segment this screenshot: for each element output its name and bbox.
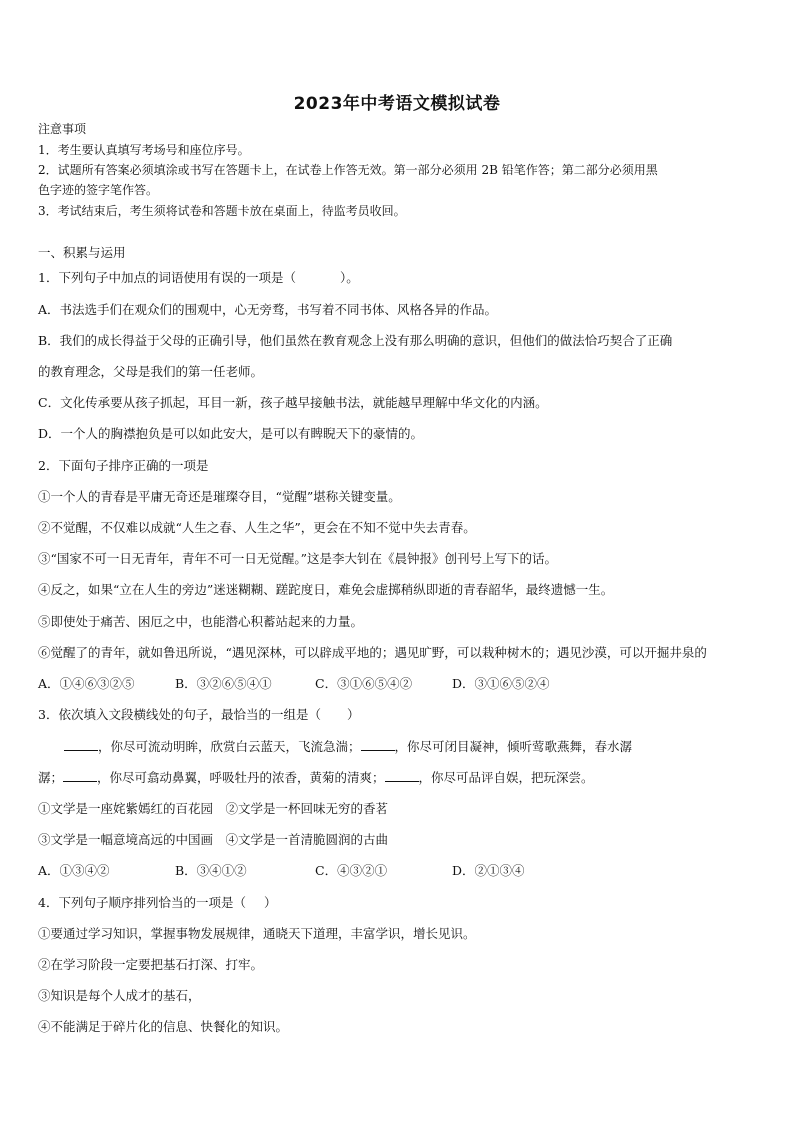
q2-choices bbox=[38, 676, 550, 692]
q1-stem-start: 1．下列句子中加点的词语使用有误的一项是（ bbox=[38, 270, 296, 285]
fill-blank bbox=[64, 739, 98, 751]
q2-choice-a: A．①④⑥③②⑤ bbox=[38, 676, 135, 691]
q2-sentence-3: ③“国家不可一日无青年，青年不可一日无觉醒。”这是李大钊在《晨钟报》创刊号上写下的话。 bbox=[38, 551, 558, 566]
q4-stem-end: ） bbox=[263, 895, 277, 910]
q3-passage-text: 潺； bbox=[38, 770, 64, 785]
q2-choice-b: B．③②⑥⑤④① bbox=[175, 676, 272, 691]
q4-sentence-2: ②在学习阶段一定要把基石打深、打牢。 bbox=[38, 957, 264, 972]
q4-sentence-3: ③知识是每个人成才的基石， bbox=[38, 988, 201, 1003]
q2-sentence-1: ①一个人的青春是平庸无奇还是璀璨夺目，“觉醒”堪称关键变量。 bbox=[38, 489, 401, 504]
q3-choice-d: D．②①③④ bbox=[452, 863, 525, 878]
q3-passage-text: ，你尽可品评自娱，把玩深尝。 bbox=[418, 770, 594, 785]
page-title: 2023年中考语文模拟试卷 bbox=[293, 94, 501, 114]
q2-sentence-4: ④反之，如果“立在人生的旁边”迷迷糊糊、蹉跎度日，难免会虚掷稍纵即逝的青春韶华，最终遗憾一生。 bbox=[38, 582, 614, 597]
question-3-stem bbox=[38, 707, 359, 723]
q3-choice-a: A．①③④② bbox=[38, 863, 110, 878]
q3-options-1-2: ①文学是一座姹紫嫣红的百花园 ②文学是一杯回味无穷的香茗 bbox=[38, 801, 389, 816]
q2-choice-c: C．③①⑥⑤④② bbox=[315, 676, 413, 691]
q3-passage-text: ，你尽可翕动鼻翼，呼吸牡丹的浓香，黄菊的清爽； bbox=[97, 770, 385, 785]
q2-choice-d: D．③①⑥⑤②④ bbox=[452, 676, 550, 691]
q3-choice-b: B．③④①② bbox=[175, 863, 247, 878]
notice-item: 色字迹的签字笔作答。 bbox=[38, 183, 159, 197]
q1-option-b: B．我们的成长得益于父母的正确引导，他们虽然在教育观念上没有那么明确的意识，但他们的做法恰巧契合了正确 bbox=[38, 333, 673, 348]
q3-passage-line-2 bbox=[38, 770, 594, 786]
section-heading: 一、积累与运用 bbox=[38, 245, 126, 260]
q1-option-b-cont: 的教育理念，父母是我们的第一任老师。 bbox=[38, 364, 264, 379]
question-2-stem: 2．下面句子排序正确的一项是 bbox=[38, 458, 209, 473]
question-1-stem bbox=[38, 270, 359, 286]
q4-sentence-1: ①要通过学习知识，掌握事物发展规律，通晓天下道理，丰富学识，增长见识。 bbox=[38, 926, 476, 941]
q4-sentence-4: ④不能满足于碎片化的信息、快餐化的知识。 bbox=[38, 1019, 289, 1034]
q3-passage-line-1 bbox=[64, 739, 632, 755]
q3-choice-c: C．④③②① bbox=[315, 863, 388, 878]
q1-option-d: D．一个人的胸襟抱负是可以如此安大，是可以有睥睨天下的豪情的。 bbox=[38, 426, 424, 441]
notice-item: 2．试题所有答案必须填涂或书写在答题卡上，在试卷上作答无效。第一部分必须用 2B 铅笔作答；第二部分必须用黑 bbox=[38, 163, 658, 177]
fill-blank bbox=[385, 770, 419, 782]
question-4-stem bbox=[38, 895, 276, 911]
q1-option-a: A．书法选手们在观众们的围观中，心无旁骛，书写着不同书体、风格各异的作品。 bbox=[38, 302, 498, 317]
q2-sentence-2: ②不觉醒，不仅难以成就“人生之春、人生之华”，更会在不知不觉中失去青春。 bbox=[38, 520, 476, 535]
q4-stem-start: 4．下列句子顺序排列恰当的一项是（ bbox=[38, 895, 246, 910]
notice-item: 1．考生要认真填写考场号和座位序号。 bbox=[38, 143, 250, 157]
q3-choices bbox=[38, 863, 525, 879]
q3-passage-text: ，你尽可闭目凝神，倾听莺歌燕舞，春水潺 bbox=[394, 739, 633, 754]
q3-passage-text: ，你尽可流动明眸，欣赏白云蓝天，飞流急湍； bbox=[98, 739, 361, 754]
fill-blank bbox=[361, 739, 395, 751]
fill-blank bbox=[63, 770, 97, 782]
notice-item: 3．考试结束后，考生须将试卷和答题卡放在桌面上，待监考员收回。 bbox=[38, 204, 406, 218]
q2-sentence-6: ⑥觉醒了的青年，就如鲁迅所说，“遇见深林，可以辟成平地的；遇见旷野，可以栽种树木的；遇见沙漠，可以开掘井泉的 bbox=[38, 645, 707, 660]
q1-stem-end: ）。 bbox=[339, 270, 359, 285]
q2-sentence-5: ⑤即使处于痛苦、困厄之中，也能潜心积蓄站起来的力量。 bbox=[38, 614, 364, 629]
q3-options-3-4: ③文学是一幅意境高远的中国画 ④文学是一首清脆圆润的古曲 bbox=[38, 832, 389, 847]
q1-option-c: C．文化传承要从孩子抓起，耳目一新，孩子越早接触书法，就能越早理解中华文化的内涵。 bbox=[38, 395, 548, 410]
q3-stem-end: ） bbox=[346, 707, 360, 722]
notice-heading: 注意事项 bbox=[38, 122, 87, 136]
q3-stem-start: 3．依次填入文段横线处的句子，最恰当的一组是（ bbox=[38, 707, 321, 722]
